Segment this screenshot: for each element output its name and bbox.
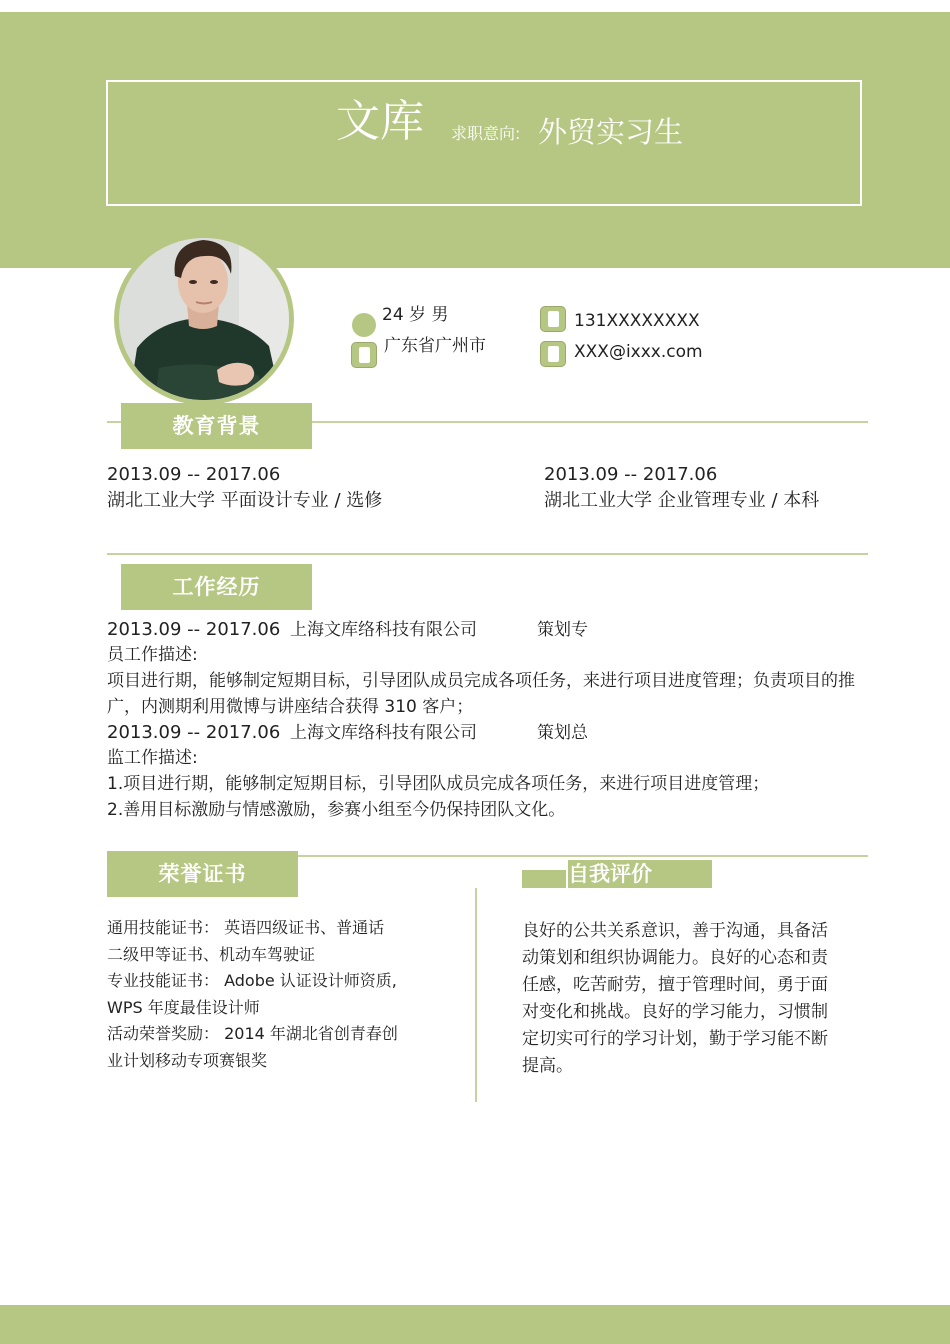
education-detail-2: 湖北工业大学 企业管理专业 / 本科 xyxy=(544,490,820,511)
footer-band xyxy=(0,1305,950,1344)
job-2-date: 2013.09 -- 2017.06 xyxy=(107,722,281,743)
job-2-desc-1: 1.项目进行期，能够制定短期目标，引导团队成员完成各项任务，来进行项目进度管理； xyxy=(107,774,770,794)
job-1-date: 2013.09 -- 2017.06 xyxy=(107,619,281,640)
job-1-role-cont: 员工作描述: xyxy=(107,645,198,665)
education-heading: 教育背景 xyxy=(121,403,312,449)
education-detail-1: 湖北工业大学 平面设计专业 / 选修 xyxy=(107,490,383,511)
location-icon xyxy=(351,342,377,368)
phone-text: 131XXXXXXXX xyxy=(574,311,700,331)
avatar xyxy=(119,238,289,400)
education-date-2: 2013.09 -- 2017.06 xyxy=(544,464,718,485)
work-divider xyxy=(107,553,868,555)
column-divider xyxy=(475,888,477,1102)
honor-line-4: WPS 年度最佳设计师 xyxy=(107,998,260,1017)
self-eval-line-2: 动策划和组织协调能力。良好的心态和责 xyxy=(522,948,828,968)
email-text: XXX@ixxx.com xyxy=(574,342,703,362)
work-heading: 工作经历 xyxy=(121,564,312,610)
honor-line-3: 专业技能证书： Adobe 认证设计师资质, xyxy=(107,971,397,990)
honor-line-1: 通用技能证书： 英语四级证书、普通话 xyxy=(107,918,385,937)
self-eval-line-4: 对变化和挑战。良好的学习能力，习惯制 xyxy=(522,1002,828,1022)
self-eval-heading: 自我评价 xyxy=(568,862,652,886)
honors-heading: 荣誉证书 xyxy=(107,851,298,897)
job-2-company: 上海文库络科技有限公司 xyxy=(290,723,477,743)
self-eval-line-6: 提高。 xyxy=(522,1056,573,1076)
job-2-desc-2: 2.善用目标激励与情感激励，参赛小组至今仍保持团队文化。 xyxy=(107,800,566,820)
job-1-desc: 项目进行期，能够制定短期目标，引导团队成员完成各项任务，来进行项目进度管理；负责项目的推广，内测期利用微博与讲座结合获得 310 客户； xyxy=(107,671,855,717)
candidate-name: 文库 xyxy=(336,96,424,147)
self-eval-tab xyxy=(522,860,712,888)
education-date-1: 2013.09 -- 2017.06 xyxy=(107,464,281,485)
self-eval-line-5: 定切实可行的学习计划，勤于学习能不断 xyxy=(522,1029,828,1049)
job-intent-label: 求职意向: xyxy=(451,124,521,143)
job-2-role-cont: 监工作描述: xyxy=(107,748,198,768)
job-2-role: 策划总 xyxy=(537,723,588,743)
self-eval-tab-notch xyxy=(522,860,566,870)
job-1-role: 策划专 xyxy=(537,620,588,640)
user-icon xyxy=(352,313,376,337)
job-1-company: 上海文库络科技有限公司 xyxy=(290,620,477,640)
honor-line-6: 业计划移动专项赛银奖 xyxy=(107,1051,268,1070)
honor-line-2: 二级甲等证书、机动车驾驶证 xyxy=(107,945,316,964)
self-eval-line-1: 良好的公共关系意识，善于沟通，具备活 xyxy=(522,921,828,941)
age-gender: 24 岁 男 xyxy=(382,305,449,325)
honor-line-5: 活动荣誉奖励： 2014 年湖北省创青春创 xyxy=(107,1024,398,1043)
self-eval-line-3: 任感，吃苦耐劳，擅于管理时间，勇于面 xyxy=(522,975,828,995)
job-intent-value: 外贸实习生 xyxy=(538,115,684,149)
email-icon xyxy=(540,341,566,367)
location-text: 广东省广州市 xyxy=(384,336,486,356)
phone-icon xyxy=(540,306,566,332)
avatar-photo xyxy=(119,238,289,400)
